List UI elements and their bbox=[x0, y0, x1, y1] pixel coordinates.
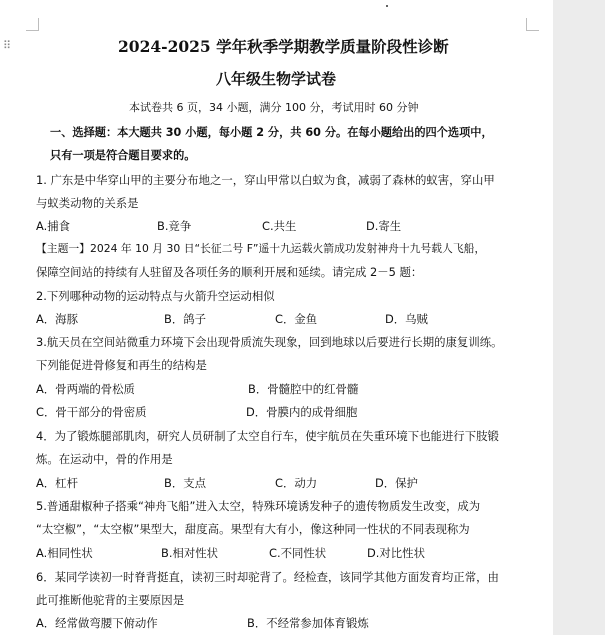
exam-title: 2024-2025 学年秋季学期教学质量阶段性诊断 bbox=[118, 37, 449, 56]
q2-option-d: D．乌贼 bbox=[385, 312, 428, 326]
q1-stem: 1. 广东是中华穿山甲的主要分布地之一，穿山甲常以白蚁为食，减弱了森林的蚁害，穿山甲 bbox=[36, 173, 495, 187]
q3-option-c: C．骨干部分的骨密质 bbox=[36, 405, 147, 419]
q6-stem-cont: 此可推断他驼背的主要原因是 bbox=[36, 593, 185, 607]
exam-info: 本试卷共 6 页，34 小题，满分 100 分，考试用时 60 分钟 bbox=[129, 101, 419, 114]
scan-speck bbox=[386, 5, 388, 7]
q1-option-b: B.竞争 bbox=[157, 219, 192, 233]
section-heading: 一、选择题：本大题共 30 小题，每小题 2 分，共 60 分。在每小题给出的四个选项中， bbox=[50, 126, 493, 139]
drag-handle-icon[interactable]: ⠿ bbox=[3, 39, 11, 52]
q3-stem: 3.航天员在空间站微重力环境下会出现骨质流失现象，回到地球以后要进行长期的康复训练。 bbox=[36, 335, 503, 349]
q6-stem: 6．某同学读初一时脊背挺直，读初三时却驼背了。经检查，该同学其他方面发育均正常，由 bbox=[36, 570, 499, 584]
q4-option-c: C．动力 bbox=[275, 476, 318, 490]
q4-option-d: D．保护 bbox=[375, 476, 418, 490]
q6-option-a: A．经常做弯腰下俯动作 bbox=[36, 616, 158, 630]
q3-option-a: A．骨两端的骨松质 bbox=[36, 382, 135, 396]
q5-option-b: B.相对性状 bbox=[161, 546, 218, 560]
q3-option-b: B．骨髓腔中的红骨髓 bbox=[248, 382, 359, 396]
margin-corner-mark bbox=[526, 18, 539, 31]
q5-option-d: D.对比性状 bbox=[367, 546, 425, 560]
q1-option-a: A.捕食 bbox=[36, 219, 70, 233]
q2-option-c: C．金鱼 bbox=[275, 312, 318, 326]
q6-option-b: B．不经常参加体育锻炼 bbox=[247, 616, 369, 630]
q3-stem-cont: 下列能促进骨修复和再生的结构是 bbox=[36, 358, 207, 372]
q1-option-c: C.共生 bbox=[262, 219, 297, 233]
theme-intro-cont: 保障空间站的持续有人驻留及各项任务的顺利开展和延续。请完成 2－5 题： bbox=[36, 265, 423, 279]
q4-option-b: B．支点 bbox=[164, 476, 206, 490]
q2-stem: 2.下列哪种动物的运动特点与火箭升空运动相似 bbox=[36, 289, 275, 303]
q3-option-d: D．骨膜内的成骨细胞 bbox=[246, 405, 358, 419]
q5-stem-cont: “太空椒”，“太空椒”果型大，甜度高。果型有大有小，像这种同一性状的不同表现称为 bbox=[36, 522, 470, 536]
q4-stem-cont: 炼。在运动中，骨的作用是 bbox=[36, 452, 173, 466]
q5-option-c: C.不同性状 bbox=[269, 546, 327, 560]
q1-stem-cont: 与蚁类动物的关系是 bbox=[36, 196, 139, 210]
q5-option-a: A.相同性状 bbox=[36, 546, 93, 560]
exam-subtitle: 八年级生物学试卷 bbox=[216, 70, 337, 88]
margin-corner-mark bbox=[26, 18, 39, 31]
q1-option-d: D.寄生 bbox=[366, 219, 402, 233]
viewer-side-panel bbox=[553, 0, 605, 635]
q2-option-a: A．海豚 bbox=[36, 312, 78, 326]
theme-intro: 【主题一】2024 年 10 月 30 日“长征二号 F”遥十九运载火箭成功发射神舟十九号载人飞船， bbox=[36, 242, 486, 255]
q5-stem: 5.普通甜椒种子搭乘“神舟飞船”进入太空，特殊环境诱发种子的遗传物质发生改变，成为 bbox=[36, 499, 481, 513]
section-heading-cont: 只有一项是符合题目要求的。 bbox=[50, 149, 196, 162]
q4-stem: 4．为了锻炼腿部肌肉，研究人员研制了太空自行车，使宇航员在失重环境下也能进行下肢锻 bbox=[36, 429, 499, 443]
q2-option-b: B．鸽子 bbox=[164, 312, 206, 326]
q4-option-a: A．杠杆 bbox=[36, 476, 78, 490]
